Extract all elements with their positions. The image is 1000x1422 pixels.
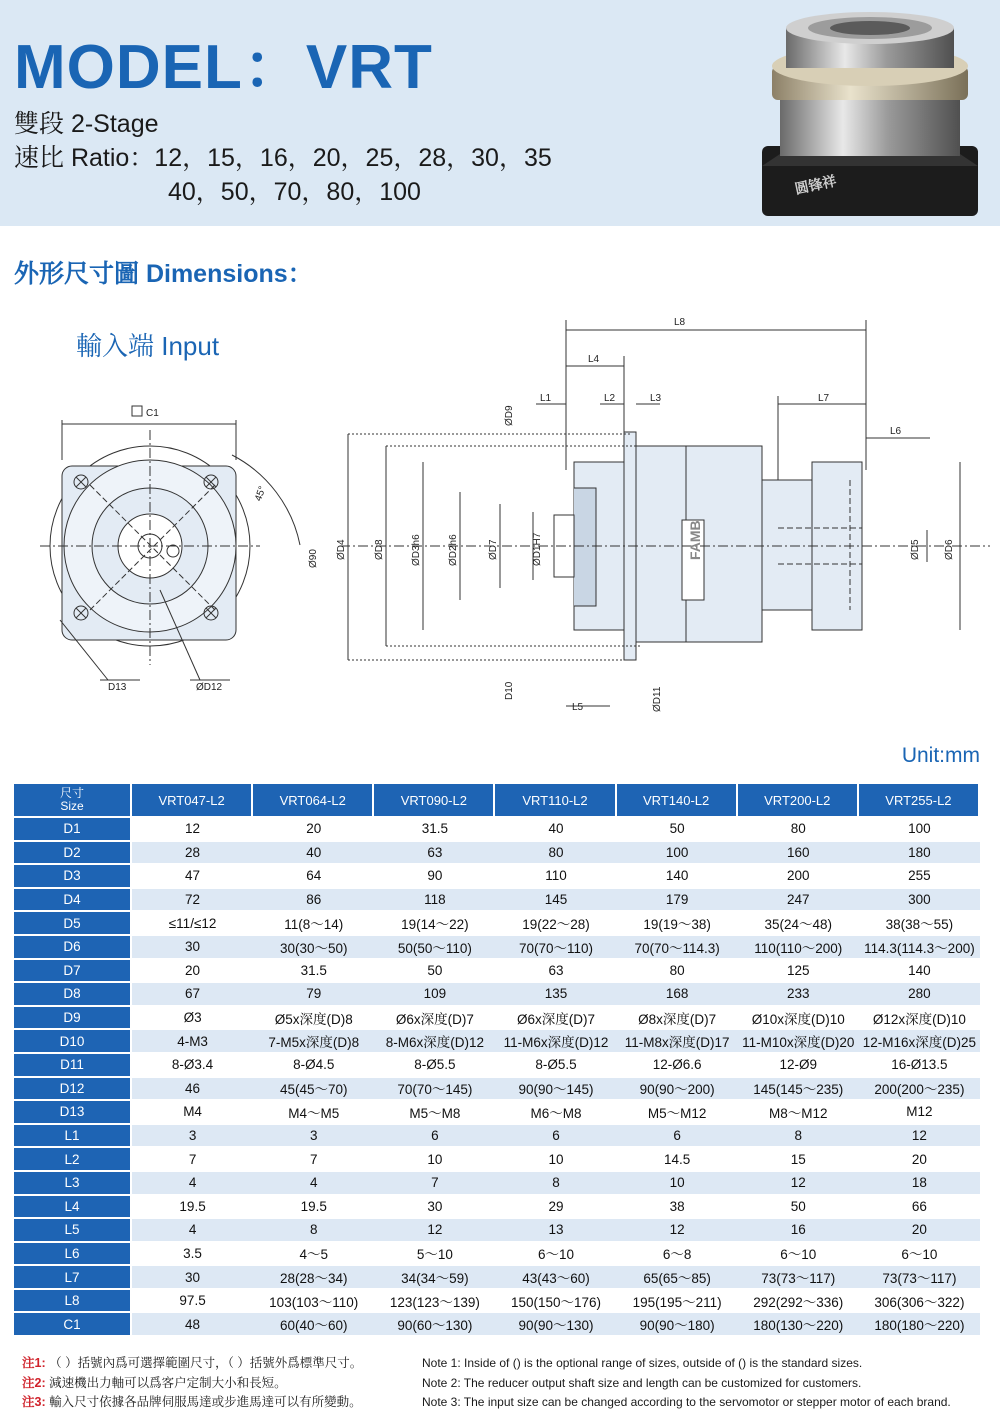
- table-cell: 145(145～235): [738, 1078, 859, 1100]
- table-row: [14, 889, 980, 911]
- note-cn-1: 注1: （ ）括號內爲可選擇範圍尺寸，（ ）括號外爲標準尺寸。: [22, 1356, 363, 1370]
- table-cell: 114.3(114.3～200): [859, 936, 980, 958]
- table-cell: 11-M10x深度(D)20: [738, 1030, 859, 1052]
- table-cell: 72: [132, 889, 253, 911]
- table-cell: 30(30～50): [253, 936, 374, 958]
- table-cell: 50(50～110): [374, 936, 495, 958]
- table-cell: 3: [253, 1125, 374, 1147]
- table-cell: 140: [617, 865, 738, 887]
- table-cell: 123(123～139): [374, 1290, 495, 1312]
- table-cell: 100: [859, 818, 980, 840]
- table-cell: 97.5: [132, 1290, 253, 1312]
- model-title: MODEL：VRT: [14, 33, 433, 102]
- label-d10: D10: [504, 681, 515, 700]
- table-row: [14, 960, 980, 982]
- table-cell: 90(90～130): [495, 1313, 616, 1335]
- table-row: [14, 1007, 980, 1029]
- table-cell: 79: [253, 983, 374, 1005]
- table-cell: 28: [132, 842, 253, 864]
- label-c1: C1: [146, 408, 159, 419]
- column-header: VRT110-L2: [495, 784, 616, 816]
- table-row: [14, 1196, 980, 1218]
- table-cell: 8-Ø3.4: [132, 1054, 253, 1076]
- table-row: [14, 1148, 980, 1170]
- row-label: D3: [14, 865, 132, 887]
- table-cell: 3.5: [132, 1243, 253, 1265]
- label-l8: L8: [674, 317, 686, 328]
- spec-table: [14, 782, 980, 1337]
- table-cell: 40: [495, 818, 616, 840]
- table-cell: 20: [132, 960, 253, 982]
- unit-label: Unit:mm: [901, 744, 980, 767]
- ratio-line-1: 速比 Ratio：12，15，16，20，25，28，30，35: [14, 144, 552, 172]
- table-cell: 6～10: [495, 1243, 616, 1265]
- table-cell: 180: [859, 842, 980, 864]
- label-d13: D13: [108, 682, 127, 693]
- table-cell: 19.5: [132, 1196, 253, 1218]
- table-cell: 90(60～130): [374, 1313, 495, 1335]
- table-cell: 12-M16x深度(D)25: [859, 1030, 980, 1052]
- table-cell: 300: [859, 889, 980, 911]
- table-cell: 38: [617, 1196, 738, 1218]
- table-cell: 180(180～220): [859, 1313, 980, 1335]
- table-cell: 90(90～145): [495, 1078, 616, 1100]
- table-cell: 28(28～34): [253, 1266, 374, 1288]
- table-cell: 38(38～55): [859, 912, 980, 934]
- table-header-row: [14, 784, 980, 816]
- table-cell: 180(130～220): [738, 1313, 859, 1335]
- table-cell: 6: [617, 1125, 738, 1147]
- table-cell: 43(43～60): [495, 1266, 616, 1288]
- table-cell: Ø3: [132, 1007, 253, 1029]
- table-cell: 20: [859, 1219, 980, 1241]
- ratio-line-2: 40，50，70，80，100: [168, 178, 421, 206]
- table-cell: 73(73～117): [859, 1266, 980, 1288]
- table-cell: Ø6x深度(D)7: [374, 1007, 495, 1029]
- table-cell: 19(22～28): [495, 912, 616, 934]
- table-cell: 11-M8x深度(D)17: [617, 1030, 738, 1052]
- table-row: [14, 842, 980, 864]
- table-cell: 4: [132, 1219, 253, 1241]
- table-cell: 8: [495, 1172, 616, 1194]
- table-cell: 48: [132, 1313, 253, 1335]
- table-cell: 255: [859, 865, 980, 887]
- table-row: [14, 818, 980, 840]
- table-cell: 168: [617, 983, 738, 1005]
- table-row: [14, 865, 980, 887]
- table-cell: M6～M8: [495, 1101, 616, 1123]
- table-cell: 10: [374, 1148, 495, 1170]
- label-d11: ØD11: [652, 686, 663, 712]
- table-cell: 110(110～200): [738, 936, 859, 958]
- input-title: 輸入端 Input: [76, 331, 220, 361]
- table-cell: 86: [253, 889, 374, 911]
- table-cell: 8-M6x深度(D)12: [374, 1030, 495, 1052]
- table-cell: 200: [738, 865, 859, 887]
- row-label: L2: [14, 1148, 132, 1170]
- table-cell: 5～10: [374, 1243, 495, 1265]
- table-cell: 80: [495, 842, 616, 864]
- row-label: D7: [14, 960, 132, 982]
- label-d6: ØD6: [944, 539, 955, 560]
- notes-cn: [22, 1354, 362, 1413]
- size-corner-cell: 尺寸 Size: [14, 784, 132, 816]
- table-cell: 30: [374, 1196, 495, 1218]
- table-cell: ≤11/≤12: [132, 912, 253, 934]
- row-label: D6: [14, 936, 132, 958]
- label-l1: L1: [540, 393, 552, 404]
- table-row: [14, 1172, 980, 1194]
- table-cell: 247: [738, 889, 859, 911]
- product-brand: 圆锋祥: [793, 172, 838, 197]
- table-cell: 12-Ø9: [738, 1054, 859, 1076]
- label-angle: 45°: [253, 484, 269, 503]
- table-row: [14, 912, 980, 934]
- column-header: VRT047-L2: [132, 784, 253, 816]
- table-cell: 30: [132, 1266, 253, 1288]
- label-d12: ØD12: [196, 682, 223, 693]
- table-cell: 140: [859, 960, 980, 982]
- table-cell: 19.5: [253, 1196, 374, 1218]
- table-row: [14, 1030, 980, 1052]
- table-cell: 70(70～110): [495, 936, 616, 958]
- table-cell: 8-Ø5.5: [374, 1054, 495, 1076]
- table-row: [14, 1266, 980, 1288]
- table-cell: 19(14～22): [374, 912, 495, 934]
- table-cell: 34(34～59): [374, 1266, 495, 1288]
- product-photo: [752, 6, 988, 222]
- note-en-2: Note 2: The reducer output shaft size and length can be customized for customers.: [422, 1375, 862, 1390]
- body-brand: FAMB: [687, 520, 703, 560]
- table-cell: Ø12x深度(D)10: [859, 1007, 980, 1029]
- label-l3: L3: [650, 393, 662, 404]
- label-l6: L6: [890, 426, 902, 437]
- row-label: D1: [14, 818, 132, 840]
- row-label: L6: [14, 1243, 132, 1265]
- table-cell: 13: [495, 1219, 616, 1241]
- row-label: D13: [14, 1101, 132, 1123]
- label-d4: ØD4: [336, 539, 347, 560]
- row-label: L8: [14, 1290, 132, 1312]
- table-cell: 47: [132, 865, 253, 887]
- row-label: D8: [14, 983, 132, 1005]
- label-d5: ØD5: [910, 539, 921, 560]
- dimension-drawing: [0, 300, 1000, 740]
- table-cell: 4: [132, 1172, 253, 1194]
- row-label: D9: [14, 1007, 132, 1029]
- table-cell: 195(195～211): [617, 1290, 738, 1312]
- table-cell: 11(8～14): [253, 912, 374, 934]
- table-cell: Ø8x深度(D)7: [617, 1007, 738, 1029]
- table-cell: 50: [374, 960, 495, 982]
- label-l5: L5: [572, 702, 584, 713]
- table-cell: 46: [132, 1078, 253, 1100]
- note-cn-3: 注3: 輸入尺寸依據各品牌伺服馬達或步進馬達可以有所變動。: [22, 1395, 362, 1409]
- table-cell: 40: [253, 842, 374, 864]
- row-label: D10: [14, 1030, 132, 1052]
- table-cell: 18: [859, 1172, 980, 1194]
- table-cell: 100: [617, 842, 738, 864]
- table-cell: Ø5x深度(D)8: [253, 1007, 374, 1029]
- table-cell: 16-Ø13.5: [859, 1054, 980, 1076]
- table-cell: 8: [253, 1219, 374, 1241]
- table-cell: 12: [617, 1219, 738, 1241]
- table-cell: 12: [132, 818, 253, 840]
- row-label: L3: [14, 1172, 132, 1194]
- table-cell: 109: [374, 983, 495, 1005]
- table-cell: 80: [617, 960, 738, 982]
- label-d8: ØD8: [374, 539, 385, 560]
- table-cell: 3: [132, 1125, 253, 1147]
- table-row: [14, 936, 980, 958]
- table-cell: 67: [132, 983, 253, 1005]
- table-row: [14, 1243, 980, 1265]
- column-header: VRT200-L2: [738, 784, 859, 816]
- table-cell: 150(150～176): [495, 1290, 616, 1312]
- table-cell: M5～M12: [617, 1101, 738, 1123]
- table-cell: 12: [859, 1125, 980, 1147]
- table-row: [14, 983, 980, 1005]
- row-label: D4: [14, 889, 132, 911]
- table-cell: 14.5: [617, 1148, 738, 1170]
- label-d90: Ø90: [308, 549, 319, 568]
- table-cell: 63: [495, 960, 616, 982]
- label-l4: L4: [588, 354, 600, 365]
- table-cell: 31.5: [253, 960, 374, 982]
- table-cell: 8: [738, 1125, 859, 1147]
- table-cell: 66: [859, 1196, 980, 1218]
- table-cell: 8-Ø4.5: [253, 1054, 374, 1076]
- notes-en: [422, 1354, 951, 1413]
- table-cell: 280: [859, 983, 980, 1005]
- table-cell: M4: [132, 1101, 253, 1123]
- table-cell: 11-M6x深度(D)12: [495, 1030, 616, 1052]
- label-d3: ØD3h6: [411, 534, 422, 566]
- table-cell: 8-Ø5.5: [495, 1054, 616, 1076]
- table-cell: 30: [132, 936, 253, 958]
- table-cell: 73(73～117): [738, 1266, 859, 1288]
- row-label: D5: [14, 912, 132, 934]
- table-cell: 200(200～235): [859, 1078, 980, 1100]
- row-label: L5: [14, 1219, 132, 1241]
- row-label: D11: [14, 1054, 132, 1076]
- table-cell: 125: [738, 960, 859, 982]
- table-cell: 6～8: [617, 1243, 738, 1265]
- label-d1: ØD1H7: [532, 532, 543, 566]
- table-cell: 70(70～114.3): [617, 936, 738, 958]
- stage-text: 雙段 2-Stage: [14, 110, 159, 138]
- table-cell: 145: [495, 889, 616, 911]
- label-d9: ØD9: [504, 405, 515, 426]
- table-cell: 233: [738, 983, 859, 1005]
- table-cell: 80: [738, 818, 859, 840]
- label-l2: L2: [604, 393, 616, 404]
- row-label: L4: [14, 1196, 132, 1218]
- table-cell: 4～5: [253, 1243, 374, 1265]
- table-row: [14, 1078, 980, 1100]
- row-label: C1: [14, 1313, 132, 1335]
- table-row: [14, 1101, 980, 1123]
- table-cell: 292(292～336): [738, 1290, 859, 1312]
- table-cell: 64: [253, 865, 374, 887]
- table-row: [14, 1313, 980, 1335]
- table-cell: 6～10: [859, 1243, 980, 1265]
- table-cell: 70(70～145): [374, 1078, 495, 1100]
- table-cell: 6: [374, 1125, 495, 1147]
- table-cell: 19(19～38): [617, 912, 738, 934]
- row-label: L7: [14, 1266, 132, 1288]
- table-row: [14, 1290, 980, 1312]
- table-row: [14, 1219, 980, 1241]
- note-cn-2: 注2: 減速機出力軸可以爲客户定制大小和長短。: [22, 1375, 287, 1390]
- label-d7: ØD7: [488, 539, 499, 560]
- row-label: D2: [14, 842, 132, 864]
- table-cell: 65(65～85): [617, 1266, 738, 1288]
- column-header: VRT090-L2: [374, 784, 495, 816]
- table-cell: 16: [738, 1219, 859, 1241]
- table-cell: 45(45～70): [253, 1078, 374, 1100]
- column-header: VRT140-L2: [617, 784, 738, 816]
- label-l7: L7: [818, 393, 830, 404]
- table-cell: 60(40～60): [253, 1313, 374, 1335]
- table-cell: 110: [495, 865, 616, 887]
- table-cell: 50: [738, 1196, 859, 1218]
- table-cell: 35(24～48): [738, 912, 859, 934]
- table-cell: 7: [253, 1148, 374, 1170]
- row-label: D12: [14, 1078, 132, 1100]
- note-en-1: Note 1: Inside of () is the optional range of sizes, outside of () is the standard sizes.: [422, 1356, 863, 1370]
- table-cell: 7-M5x深度(D)8: [253, 1030, 374, 1052]
- table-cell: 4: [253, 1172, 374, 1194]
- table-cell: 10: [617, 1172, 738, 1194]
- table-cell: M12: [859, 1101, 980, 1123]
- table-cell: 12: [738, 1172, 859, 1194]
- table-cell: Ø10x深度(D)10: [738, 1007, 859, 1029]
- table-cell: 103(103～110): [253, 1290, 374, 1312]
- row-label: L1: [14, 1125, 132, 1147]
- label-d2: ØD2h6: [448, 534, 459, 566]
- table-cell: 6～10: [738, 1243, 859, 1265]
- column-header: VRT255-L2: [859, 784, 980, 816]
- table-cell: 7: [374, 1172, 495, 1194]
- table-cell: Ø6x深度(D)7: [495, 1007, 616, 1029]
- table-cell: M8～M12: [738, 1101, 859, 1123]
- table-cell: 10: [495, 1148, 616, 1170]
- table-cell: 90: [374, 865, 495, 887]
- table-cell: 135: [495, 983, 616, 1005]
- table-cell: 31.5: [374, 818, 495, 840]
- table-cell: 20: [253, 818, 374, 840]
- table-cell: 12: [374, 1219, 495, 1241]
- table-cell: 15: [738, 1148, 859, 1170]
- table-cell: 20: [859, 1148, 980, 1170]
- table-row: [14, 1054, 980, 1076]
- table-cell: M4～M5: [253, 1101, 374, 1123]
- table-cell: M5～M8: [374, 1101, 495, 1123]
- table-cell: 29: [495, 1196, 616, 1218]
- table-cell: 50: [617, 818, 738, 840]
- note-en-3: Note 3: The input size can be changed according to the servomotor or stepper motor of each brand.: [422, 1395, 951, 1409]
- table-cell: 90(90～180): [617, 1313, 738, 1335]
- table-row: [14, 1125, 980, 1147]
- dimensions-title: 外形尺寸圖 Dimensions：: [14, 260, 313, 288]
- output-flange: [812, 462, 862, 630]
- table-cell: 160: [738, 842, 859, 864]
- table-cell: 4-M3: [132, 1030, 253, 1052]
- table-cell: 306(306～322): [859, 1290, 980, 1312]
- table-cell: 12-Ø6.6: [617, 1054, 738, 1076]
- table-cell: 6: [495, 1125, 616, 1147]
- column-header: VRT064-L2: [253, 784, 374, 816]
- table-cell: 63: [374, 842, 495, 864]
- table-cell: 7: [132, 1148, 253, 1170]
- table-cell: 179: [617, 889, 738, 911]
- table-cell: 90(90～200): [617, 1078, 738, 1100]
- table-cell: 118: [374, 889, 495, 911]
